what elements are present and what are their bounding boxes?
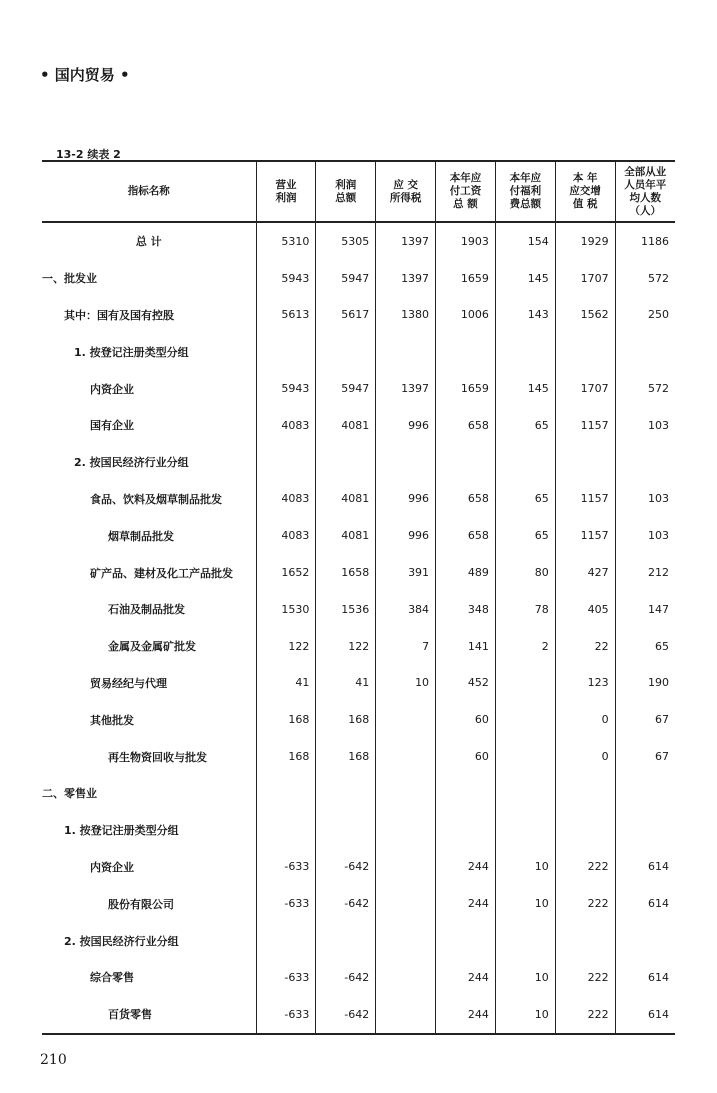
table-cell xyxy=(376,701,436,738)
table-cell xyxy=(495,775,555,812)
table-cell: 65 xyxy=(495,517,555,554)
table-cell: 122 xyxy=(256,628,316,665)
table-cell: 168 xyxy=(316,738,376,775)
table-cell: 60 xyxy=(436,701,496,738)
row-label: 综合零售 xyxy=(90,971,134,985)
table-cell: 4083 xyxy=(256,481,316,518)
table-cell xyxy=(495,812,555,849)
table-cell xyxy=(436,922,496,959)
table-cell xyxy=(376,444,436,481)
table-cell: 67 xyxy=(615,701,675,738)
table-cell: 405 xyxy=(555,591,615,628)
table-cell: 1157 xyxy=(555,407,615,444)
table-cell: -642 xyxy=(316,959,376,996)
table-cell: 4081 xyxy=(316,407,376,444)
table-cell xyxy=(615,444,675,481)
table-cell: 1186 xyxy=(615,222,675,260)
table-cell xyxy=(555,333,615,370)
table-cell xyxy=(615,812,675,849)
table-cell: -633 xyxy=(256,959,316,996)
table-cell: 1157 xyxy=(555,517,615,554)
row-label: 内资企业 xyxy=(90,382,134,396)
table-cell: 4081 xyxy=(316,481,376,518)
table-cell: 1397 xyxy=(376,260,436,297)
table-cell xyxy=(256,812,316,849)
table-cell: 7 xyxy=(376,628,436,665)
table-cell xyxy=(316,444,376,481)
col-header-total-profit: 利润 总额 xyxy=(316,161,376,222)
table-cell: 4083 xyxy=(256,517,316,554)
table-cell: 1659 xyxy=(436,370,496,407)
table-row xyxy=(42,333,675,370)
table-cell: 10 xyxy=(495,885,555,922)
table-cell xyxy=(376,849,436,886)
table-cell xyxy=(256,775,316,812)
table-cell: 67 xyxy=(615,738,675,775)
table-cell xyxy=(316,812,376,849)
table-header-row xyxy=(42,161,675,222)
row-label: 其中：国有及国有控股 xyxy=(64,308,174,322)
table-cell xyxy=(376,959,436,996)
table-cell: 391 xyxy=(376,554,436,591)
table-cell: 10 xyxy=(495,959,555,996)
table-cell: 572 xyxy=(615,370,675,407)
table-cell: 1929 xyxy=(555,222,615,260)
table-cell: -633 xyxy=(256,885,316,922)
table-cell: 1652 xyxy=(256,554,316,591)
col-header-indicator-name: 指标名称 xyxy=(42,161,256,222)
table-cell xyxy=(436,775,496,812)
table-cell: 222 xyxy=(555,849,615,886)
table-row xyxy=(42,738,675,775)
table-row xyxy=(42,407,675,444)
row-label: 矿产品、建材及化工产品批发 xyxy=(90,566,233,580)
table-cell xyxy=(436,444,496,481)
table-cell xyxy=(316,775,376,812)
table-cell: 103 xyxy=(615,407,675,444)
table-cell: -642 xyxy=(316,996,376,1034)
table-row xyxy=(42,554,675,591)
table-cell xyxy=(376,775,436,812)
table-cell: 1530 xyxy=(256,591,316,628)
table-cell: 41 xyxy=(256,665,316,702)
table-row xyxy=(42,444,675,481)
table-cell: 1658 xyxy=(316,554,376,591)
table-row xyxy=(42,517,675,554)
table-cell: 60 xyxy=(436,738,496,775)
table-cell: 1562 xyxy=(555,297,615,334)
table-cell: 250 xyxy=(615,297,675,334)
table-cell: -642 xyxy=(316,885,376,922)
table-cell: 190 xyxy=(615,665,675,702)
table-cell: 145 xyxy=(495,260,555,297)
col-header-operating-profit: 营业 利润 xyxy=(256,161,316,222)
table-cell: 4081 xyxy=(316,517,376,554)
table-cell: 5305 xyxy=(316,222,376,260)
row-label: 2. 按国民经济行业分组 xyxy=(74,456,189,470)
table-cell: 996 xyxy=(376,517,436,554)
table-cell xyxy=(256,444,316,481)
table-cell: 10 xyxy=(376,665,436,702)
table-cell xyxy=(256,922,316,959)
table-cell: 212 xyxy=(615,554,675,591)
table-cell xyxy=(376,922,436,959)
table-cell: 1659 xyxy=(436,260,496,297)
col-header-employees: 全部从业 人员年平 均人数 （人） xyxy=(615,161,675,222)
table-cell: 614 xyxy=(615,959,675,996)
row-label: 百货零售 xyxy=(42,996,256,1034)
table-cell: 168 xyxy=(316,701,376,738)
table-cell xyxy=(316,922,376,959)
table-cell: 222 xyxy=(555,959,615,996)
table-cell: 1380 xyxy=(376,297,436,334)
col-header-total-wages: 本年应 付工资 总 额 xyxy=(436,161,496,222)
row-label: 其他批发 xyxy=(90,713,134,727)
table-cell: 489 xyxy=(436,554,496,591)
table-cell: 103 xyxy=(615,517,675,554)
table-cell: 0 xyxy=(555,701,615,738)
row-label: 石油及制品批发 xyxy=(108,603,185,617)
table-cell: 244 xyxy=(436,959,496,996)
table-cell: 0 xyxy=(555,738,615,775)
col-header-income-tax: 应 交 所得税 xyxy=(376,161,436,222)
table-cell xyxy=(376,333,436,370)
table-cell: 658 xyxy=(436,481,496,518)
table-cell xyxy=(555,775,615,812)
table-cell: 143 xyxy=(495,297,555,334)
table-cell: 103 xyxy=(615,481,675,518)
table-cell: 658 xyxy=(436,517,496,554)
table-cell: 244 xyxy=(436,885,496,922)
table-cell: 384 xyxy=(376,591,436,628)
table-cell xyxy=(495,444,555,481)
row-label: 金属及金属矿批发 xyxy=(108,640,196,654)
table-cell: 22 xyxy=(555,628,615,665)
table-cell: 65 xyxy=(495,481,555,518)
table-row xyxy=(42,370,675,407)
table-cell: -633 xyxy=(256,996,316,1034)
table-cell: 147 xyxy=(615,591,675,628)
row-label: 2. 按国民经济行业分组 xyxy=(64,934,179,948)
row-label: 再生物资回收与批发 xyxy=(108,750,207,764)
table-cell: 5947 xyxy=(316,370,376,407)
row-label: 1. 按登记注册类型分组 xyxy=(64,824,179,838)
table-cell xyxy=(555,812,615,849)
table-cell: 1397 xyxy=(376,222,436,260)
col-header-welfare: 本年应 付福利 费总额 xyxy=(495,161,555,222)
table-caption: 13-2 续表 2 xyxy=(56,148,121,161)
table-cell xyxy=(555,922,615,959)
table-cell xyxy=(495,922,555,959)
table-cell: 5617 xyxy=(316,297,376,334)
table-cell: 122 xyxy=(316,628,376,665)
table-cell: 168 xyxy=(256,701,316,738)
table-cell: 10 xyxy=(495,996,555,1034)
table-cell: 427 xyxy=(555,554,615,591)
table-cell: 1006 xyxy=(436,297,496,334)
row-label: 食品、饮料及烟草制品批发 xyxy=(90,492,222,506)
table-cell: 222 xyxy=(555,885,615,922)
table-cell xyxy=(376,738,436,775)
table-cell xyxy=(615,922,675,959)
table-cell: 614 xyxy=(615,885,675,922)
table-cell: 1707 xyxy=(555,260,615,297)
col-header-vat: 本 年 应交增 值 税 xyxy=(555,161,615,222)
table-cell: -642 xyxy=(316,849,376,886)
table-row xyxy=(42,481,675,518)
table-cell: 10 xyxy=(495,849,555,886)
row-label: 总 计 xyxy=(135,235,162,249)
row-label: 一、批发业 xyxy=(42,272,97,286)
table-row xyxy=(42,922,675,959)
table-cell xyxy=(436,812,496,849)
table-cell: 145 xyxy=(495,370,555,407)
table-cell xyxy=(436,333,496,370)
table-cell: 452 xyxy=(436,665,496,702)
table-row xyxy=(42,701,675,738)
table-cell: 1903 xyxy=(436,222,496,260)
statistics-table xyxy=(42,160,675,1035)
table-cell: 4083 xyxy=(256,407,316,444)
row-label: 烟草制品批发 xyxy=(108,529,174,543)
table-cell: 222 xyxy=(555,996,615,1034)
table-cell: 154 xyxy=(495,222,555,260)
row-label: 贸易经纪与代理 xyxy=(90,676,167,690)
table-row xyxy=(42,996,675,1034)
table-cell: 614 xyxy=(615,996,675,1034)
row-label: 二、零售业 xyxy=(42,787,97,801)
row-label: 内资企业 xyxy=(90,860,134,874)
section-title: • 国内贸易 • xyxy=(40,66,130,84)
table-cell: 65 xyxy=(495,407,555,444)
table-row xyxy=(42,812,675,849)
table-cell: 168 xyxy=(256,738,316,775)
table-cell: 5943 xyxy=(256,260,316,297)
table-cell: 658 xyxy=(436,407,496,444)
table-cell: 123 xyxy=(555,665,615,702)
table-cell xyxy=(376,996,436,1034)
table-row xyxy=(42,591,675,628)
table-row xyxy=(42,260,675,297)
row-label: 国有企业 xyxy=(90,419,134,433)
table-cell xyxy=(615,775,675,812)
table-cell xyxy=(316,333,376,370)
table-cell: 996 xyxy=(376,407,436,444)
table-cell xyxy=(555,444,615,481)
table-cell xyxy=(376,812,436,849)
table-row xyxy=(42,885,675,922)
table-row xyxy=(42,849,675,886)
table-cell: 244 xyxy=(436,849,496,886)
page-number: 210 xyxy=(40,1052,67,1068)
row-label: 1. 按登记注册类型分组 xyxy=(74,345,189,359)
table-cell: 614 xyxy=(615,849,675,886)
table-cell: 80 xyxy=(495,554,555,591)
table-cell: 2 xyxy=(495,628,555,665)
table-cell xyxy=(376,885,436,922)
table-row xyxy=(42,665,675,702)
table-cell: 5613 xyxy=(256,297,316,334)
row-label: 股份有限公司 xyxy=(108,897,174,911)
table-cell: 5947 xyxy=(316,260,376,297)
table-cell: 5310 xyxy=(256,222,316,260)
table-row xyxy=(42,959,675,996)
table-cell: 1157 xyxy=(555,481,615,518)
table-row xyxy=(42,222,675,260)
table-row xyxy=(42,297,675,334)
table-cell: 1707 xyxy=(555,370,615,407)
table-cell xyxy=(256,333,316,370)
table-row xyxy=(42,628,675,665)
table-cell xyxy=(495,665,555,702)
table-row xyxy=(42,775,675,812)
table-cell: 1536 xyxy=(316,591,376,628)
table-cell: 141 xyxy=(436,628,496,665)
table-cell xyxy=(495,333,555,370)
table-cell: 65 xyxy=(615,628,675,665)
table-cell: 78 xyxy=(495,591,555,628)
table-cell: 1397 xyxy=(376,370,436,407)
table-cell: 244 xyxy=(436,996,496,1034)
table-cell: 996 xyxy=(376,481,436,518)
table-cell xyxy=(495,701,555,738)
table-cell: 572 xyxy=(615,260,675,297)
table-cell xyxy=(495,738,555,775)
table-body xyxy=(42,222,675,1034)
table-cell: -633 xyxy=(256,849,316,886)
table-cell: 348 xyxy=(436,591,496,628)
table-cell: 5943 xyxy=(256,370,316,407)
table-cell: 41 xyxy=(316,665,376,702)
table-cell xyxy=(615,333,675,370)
